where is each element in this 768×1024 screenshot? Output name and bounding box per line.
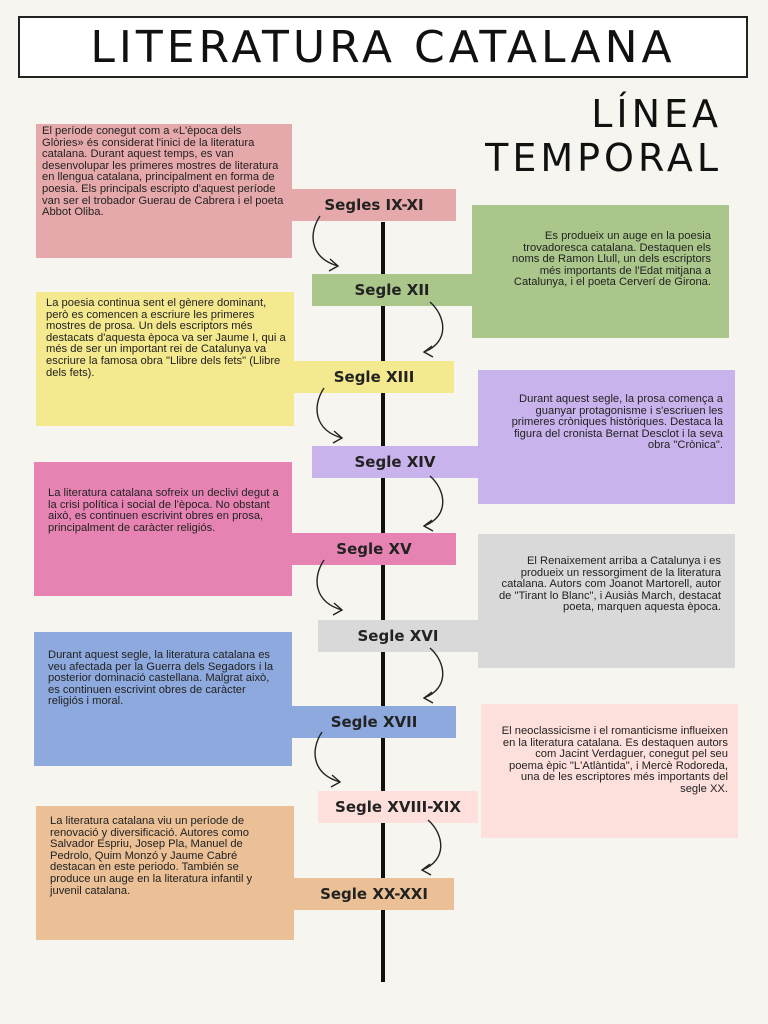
curved-arrow-icon [308, 728, 358, 788]
subtitle-line-1: LÍNEA [591, 92, 722, 136]
event-description: Durant aquest segle, la literatura catalana es veu afectada per la Guerra dels Segadors i la posterior dominació castellana. Malgrat això, es continuen escrivint obres de caràcter religiós i moral. [34, 632, 292, 766]
curved-arrow-icon [416, 644, 466, 704]
event-description: Es produeix un auge en la poesia trovadoresca catalana. Destaquen els noms de Ramon Llull, un dels escriptors més importants de l'Edat mitjana a Catalunya, i el poeta Cerverí de Girona. [472, 205, 729, 338]
event-description: El Renaixement arriba a Catalunya i es produeix un ressorgiment de la literatura catalana. Autors com Joanot Martorell, autor de "Tirant lo Blanc", i Ausiàs March, destacat poeta, marquen aquesta època. [478, 534, 735, 668]
event-description: Durant aquest segle, la prosa comença a guanyar protagonisme i s'escriuen les primeres cròniques històriques. Destaca la figura del cronista Bernat Desclot i la seva obra "Crònica". [478, 370, 735, 504]
event-label: Segle XVII [292, 706, 456, 738]
event-description: El neoclassicisme i el romanticisme influeixen en la literatura catalana. Es destaquen autors com Jacint Verdaguer, conegut pel seu poema èpic "L'Atlàntida", i Mercè Rodoreda, una de les escriptores més importants del segle XX. [481, 704, 738, 838]
event-label: Segles IX-XI [292, 189, 456, 221]
curved-arrow-icon [310, 556, 360, 616]
page-title: LITERATURA CATALANA [90, 21, 676, 73]
curved-arrow-icon [416, 472, 466, 532]
event-label: Segle XVIII-XIX [318, 791, 478, 823]
event-label: Segle XII [312, 274, 472, 306]
event-description: La literatura catalana sofreix un declivi degut a la crisi política i social de l'època. No obstant això, es continuen escrivint obres en prosa, principalment de caràcter religiós. [34, 462, 292, 596]
event-label: Segle XIV [312, 446, 478, 478]
title-box [18, 16, 748, 78]
curved-arrow-icon [306, 212, 356, 272]
event-description: El període conegut com a «L'època dels Glòries» és considerat l'inici de la literatura catalana. Durant aquest temps, es van desenvolupar les primeres mostres de literatura en llengua catalana, principalment en forma de poesia. Els principals escripto d'aquest període van ser el trobador Guerau de Cabrera i el poeta Abbot Oliba. [36, 124, 292, 258]
curved-arrow-icon [310, 384, 360, 444]
event-description: La poesia continua sent el gènere dominant, però es comencen a escriure les primeres mostres de prosa. Un dels escriptors més destacats d'aquesta època va ser Jaume I, qui a més de ser un important rei de Catalunya va escriure la famosa obra "Llibre dels fets" (Llibre dels fets). [36, 292, 294, 426]
event-label: Segle XX-XXI [294, 878, 454, 910]
curved-arrow-icon [414, 816, 464, 876]
timeline-axis [381, 222, 385, 982]
subtitle-line-2: TEMPORAL [485, 136, 722, 180]
subtitle [485, 92, 722, 180]
curved-arrow-icon [416, 298, 466, 358]
event-label: Segle XV [292, 533, 456, 565]
event-label: Segle XVI [318, 620, 478, 652]
event-description: La literatura catalana viu un període de renovació y diversificació. Autores como Salvador Espriu, Josep Pla, Manuel de Pedrolo, Quim Monzó y Jaume Cabré destacan en este periodo. También se produce un auge en la literatura infantil y juvenil catalana. [36, 806, 294, 940]
event-label: Segle XIII [294, 361, 454, 393]
